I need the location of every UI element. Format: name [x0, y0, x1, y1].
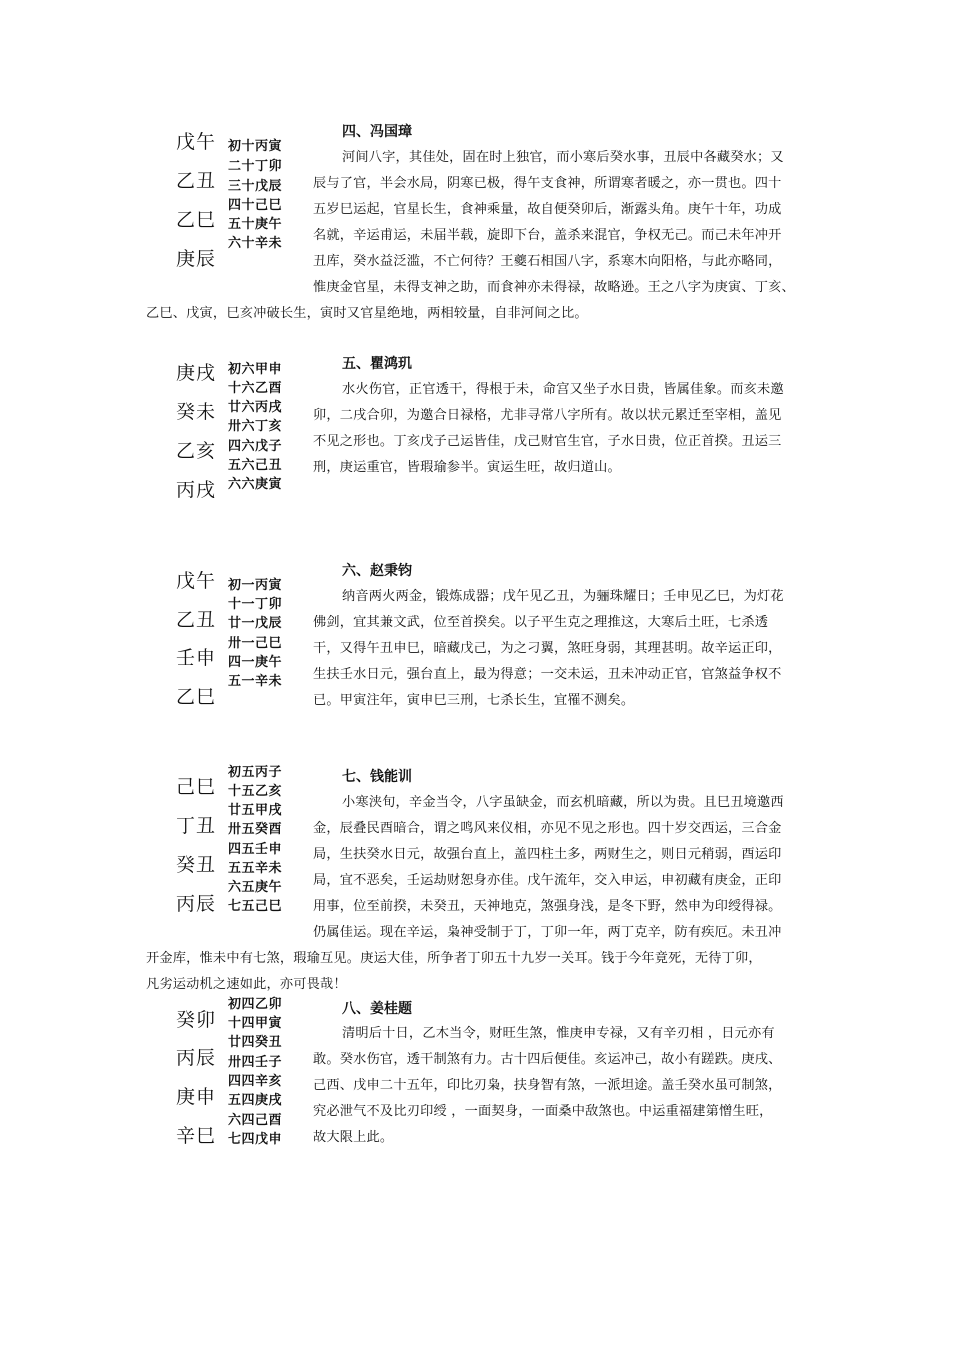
- paragraph-line: 凡劣运动机之速如此，亦可畏哉！: [146, 977, 347, 992]
- luck-cycle: 初四乙卯: [228, 997, 283, 1012]
- paragraph-line: 金，辰叠民酉暗合，谓之鸣风来仪相，亦见不见之形也。四十岁交西运，三合金: [313, 821, 782, 836]
- paragraph-line: 敢。癸水伤官，透干制煞有力。古十四后便佳。亥运冲己，故小有蹉跌。庚戌、: [313, 1052, 782, 1067]
- pillar-hour: 丙戌: [176, 479, 217, 501]
- luck-cycle: 廿六丙戌: [228, 400, 283, 415]
- luck-cycle: 初十丙寅: [228, 139, 283, 154]
- pillar-hour: 辛巳: [176, 1125, 217, 1147]
- luck-cycle: 廿一戊辰: [228, 616, 283, 631]
- paragraph-line: 开金库，惟未中有七煞，瑕瑜互见。庚运大佳，所争者丁卯五十九岁一关耳。钱于今年竟死，无待丁卯，: [146, 951, 762, 966]
- pillar-year: 己巳: [176, 776, 217, 798]
- paragraph-line: 局，生扶癸水日元，故强台直上，盖四柱土多，两财生之，则日元稍弱，酉运印: [313, 847, 782, 862]
- pillar-hour: 乙巳: [176, 686, 217, 708]
- pillar-day: 癸丑: [176, 854, 217, 876]
- luck-cycle: 六六庚寅: [228, 477, 283, 492]
- paragraph-line: 卯，二戌合卯，为邀合日禄格，尤非寻常八字所有。故以状元累迁至宰相，盖见: [313, 408, 782, 423]
- pillar-month: 癸未: [176, 401, 217, 423]
- luck-cycle: 五十庚午: [228, 217, 283, 232]
- luck-cycle: 六四己酉: [228, 1113, 283, 1128]
- pillar-year: 戊午: [176, 570, 217, 592]
- paragraph-line: 丑库，癸水益泛滥，不亡何待？王夔石相国八字，系寒木向阳格，与此亦略同，: [313, 254, 782, 269]
- paragraph-line: 纳音两火两金，锻炼成器；戊午见乙丑，为骊珠耀日；壬申见乙巳，为灯花: [342, 589, 784, 604]
- luck-cycle: 五一辛未: [228, 674, 283, 689]
- paragraph-line: 辰与了官，半会水局，阴寒已极，得午支食神，所谓寒者暖之，亦一贯也。四十: [313, 176, 782, 191]
- paragraph-line: 已。甲寅注年，寅申巳三刑，七杀长生，宜罹不测矣。: [313, 693, 635, 708]
- paragraph-line: 究必泄气不及比刃印绶 ，一面契身，一面桑中敌煞也。中运重福建第憎生旺，: [313, 1104, 773, 1119]
- paragraph-line: 清明后十日，乙木当令，财旺生煞，惟庚申专禄，又有辛刃相 ，日元亦有: [342, 1026, 775, 1041]
- luck-cycle: 卅五癸酉: [228, 822, 283, 837]
- paragraph-line: 干，又得午丑申巳，暗藏戊己，为之刁翼，煞旺身弱，其理甚明。故辛运正印，: [313, 641, 782, 656]
- pillar-month: 乙丑: [176, 170, 217, 192]
- luck-cycle: 六五庚午: [228, 880, 283, 895]
- luck-cycle: 三十戊辰: [228, 179, 283, 194]
- luck-cycle: 二十丁卯: [228, 159, 283, 174]
- paragraph-line: 己西、戊申二十五年，印比刃枭，扶身智有煞，一派坦途。盖壬癸水虽可制煞，: [313, 1078, 782, 1093]
- luck-cycle: 卅六丁亥: [228, 419, 283, 434]
- paragraph-line: 佛剑，宜其兼文武，位至首揆矣。以子平生克之理推这，大寒后土旺，七杀透: [313, 615, 769, 630]
- pillar-month: 乙丑: [176, 609, 217, 631]
- luck-cycle: 初一丙寅: [228, 578, 283, 593]
- luck-cycle: 四一庚午: [228, 655, 283, 670]
- paragraph-line: 乙巳、戊寅，巳亥冲破长生，寅时又官星绝地，两相较量，自非河间之比。: [146, 306, 588, 321]
- paragraph-line: 仍属佳运。现在辛运，枭神受制于丁，丁卯一年，两丁克辛，防有疾厄。未丑冲: [313, 925, 782, 940]
- luck-cycle: 五六己丑: [228, 458, 283, 473]
- pillar-month: 丙辰: [176, 1047, 217, 1069]
- luck-cycle: 四四辛亥: [228, 1074, 283, 1089]
- luck-cycle: 十四甲寅: [228, 1016, 283, 1031]
- luck-cycle: 卅一己巳: [228, 636, 283, 651]
- luck-cycle: 廿四癸丑: [228, 1035, 283, 1050]
- pillar-hour: 丙辰: [176, 893, 217, 915]
- paragraph-line: 河间八字，其佳处，固在时上独官，而小寒后癸水事，丑辰中各藏癸水；又: [342, 150, 784, 165]
- luck-cycle: 十六乙酉: [228, 381, 283, 396]
- pillar-day: 壬申: [176, 647, 217, 669]
- paragraph-line: 不见之形也。丁亥戊子己运皆佳，戊己财官生官，子水日贵，位正首揆。丑运三: [313, 434, 782, 449]
- pillar-year: 庚戌: [176, 362, 217, 384]
- paragraph-line: 故大限上此。: [313, 1130, 394, 1145]
- luck-cycle: 卅四壬子: [228, 1055, 283, 1070]
- luck-cycle: 五四庚戌: [228, 1093, 283, 1108]
- pillar-month: 丁丑: [176, 815, 217, 837]
- paragraph-line: 名就，辛运甫运，未届半载，旋即下台，盖杀来混官，争权无己。而己未年冲开: [313, 228, 782, 243]
- paragraph-line: 水火伤官，正官透干，得根于未，命宫又坐子水日贵，皆属佳象。而亥未邀: [342, 382, 784, 397]
- paragraph-line: 用事，位至前揆，未癸丑，天神地克，煞强身浅，是冬下野，然申为印绶得禄。: [313, 899, 782, 914]
- paragraph-line: 小寒浃旬，辛金当令，八字虽缺金，而玄机暗藏，所以为贵。且巳丑境邀西: [342, 795, 784, 810]
- luck-cycle: 初六甲申: [228, 362, 283, 377]
- luck-cycle: 四六戊子: [228, 439, 283, 454]
- luck-cycle: 廿五甲戌: [228, 803, 283, 818]
- luck-cycle: 初五丙子: [228, 765, 283, 780]
- entry-title: 七、钱能训: [342, 769, 412, 785]
- paragraph-line: 五岁巳运起，官星长生，食神乘量，故自便癸卯后，渐露头角。庚午十年，功成: [313, 202, 782, 217]
- luck-cycle: 六十辛未: [228, 236, 283, 251]
- pillar-day: 乙巳: [176, 209, 217, 231]
- pillar-year: 戊午: [176, 131, 217, 153]
- pillar-day: 庚申: [176, 1086, 217, 1108]
- luck-cycle: 五五辛未: [228, 861, 283, 876]
- luck-cycle: 十一丁卯: [228, 597, 283, 612]
- entry-title: 四、冯国璋: [342, 124, 412, 140]
- luck-cycle: 七五己巳: [228, 899, 283, 914]
- luck-cycle: 四五壬申: [228, 842, 283, 857]
- paragraph-line: 刑，庚运重官，皆瑕瑜参半。寅运生旺，故归道山。: [313, 460, 621, 475]
- paragraph-line: 生扶壬水日元，强台直上，最为得意；一交未运，丑未冲动正官，官煞益争权不: [313, 667, 782, 682]
- luck-cycle: 七四戊申: [228, 1132, 283, 1147]
- paragraph-line: 惟庚金官星，未得支神之助，而食神亦未得禄，故略逊。王之八字为庚寅、丁亥、: [313, 280, 795, 295]
- pillar-year: 癸卯: [176, 1009, 217, 1031]
- pillar-hour: 庚辰: [176, 248, 217, 270]
- paragraph-line: 局，宜不恶矣，壬运劫财恕身亦佳。戊午流年，交入申运，申初藏有庚金，正印: [313, 873, 782, 888]
- luck-cycle: 十五乙亥: [228, 784, 283, 799]
- entry-title: 八、姜桂题: [342, 1001, 412, 1017]
- entry-title: 六、赵秉钧: [342, 563, 412, 579]
- entry-title: 五、瞿鸿玑: [342, 356, 412, 372]
- pillar-day: 乙亥: [176, 440, 217, 462]
- luck-cycle: 四十己巳: [228, 198, 283, 213]
